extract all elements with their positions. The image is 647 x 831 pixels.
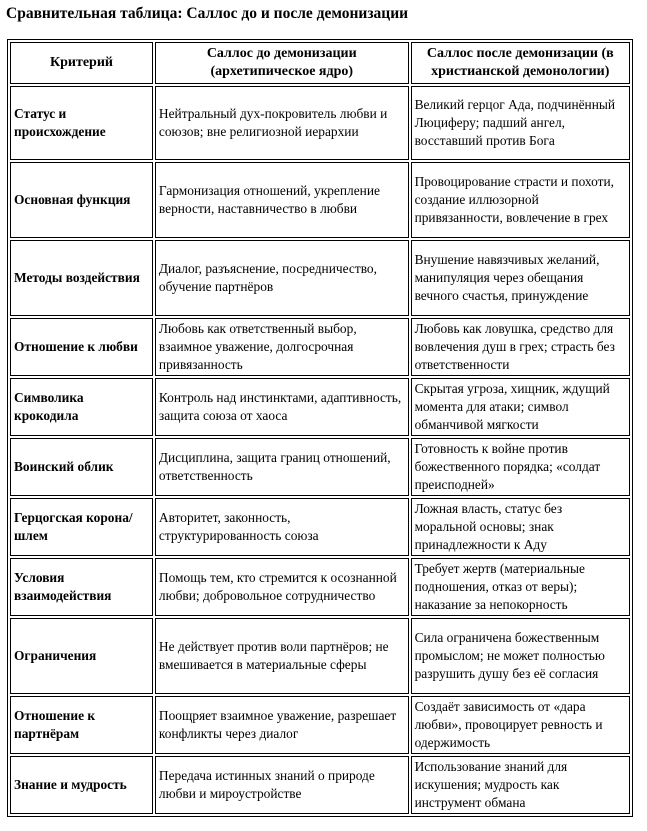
header-before-line1: Саллос до демонизации [206, 46, 357, 61]
row-before: Нейтральный дух-покровитель любви и союзов; вне религиозной иерархии [155, 86, 409, 160]
row-criterion: Герцогская корона/шлем [10, 498, 153, 556]
row-after: Внушение навязчивых желаний, манипуляция через обещания вечного счастья, принуждение [411, 240, 630, 316]
row-criterion: Методы воздействия [10, 240, 153, 316]
header-before-line2: (архетипическое ядро) [210, 64, 354, 79]
row-criterion: Символика крокодила [10, 378, 153, 436]
table-header-row [10, 42, 630, 84]
heading-text: Сравнительная таблица: Саллос до и после демонизации [6, 5, 409, 22]
table-row [10, 498, 630, 556]
header-after [411, 42, 630, 84]
row-after: Создаёт зависимость от «дара любви», провоцирует ревность и одержимость [411, 696, 630, 754]
row-before: Дисциплина, защита границ отношений, ответственность [155, 438, 409, 496]
row-criterion: Статус и происхождение [10, 86, 153, 160]
document-heading [0, 4, 645, 24]
row-criterion: Условия взаимодействия [10, 558, 153, 616]
row-after: Великий герцог Ада, подчинённый Люциферу; падший ангел, восставший против Бога [411, 86, 630, 160]
row-before: Контроль над инстинктами, адаптивность, защита союза от хаоса [155, 378, 409, 436]
row-before: Диалог, разъяснение, посредничество, обучение партнёров [155, 240, 409, 316]
table-row [10, 86, 630, 160]
row-criterion: Отношение к любви [10, 318, 153, 376]
header-after-line1: Саллос после демонизации (в [426, 46, 614, 61]
row-criterion: Основная функция [10, 162, 153, 238]
table-row [10, 558, 630, 616]
row-after: Сила ограничена божественным промыслом; не может полностью разрушить душу без её согласия [411, 618, 630, 694]
row-before: Помощь тем, кто стремится к осознанной любви; добровольное сотрудничество [155, 558, 409, 616]
row-after: Ложная власть, статус без моральной основы; знак принадлежности к Аду [411, 498, 630, 556]
header-after-line2: христианской демонологии) [431, 64, 610, 79]
row-after: Любовь как ловушка, средство для вовлечения душ в грех; страсть без ответственности [411, 318, 630, 376]
row-before: Гармонизация отношений, укрепление верности, наставничество в любви [155, 162, 409, 238]
row-criterion: Отношение к партнёрам [10, 696, 153, 754]
row-after: Скрытая угроза, хищник, ждущий момента для атаки; символ обманчивой мягкости [411, 378, 630, 436]
row-before: Не действует против воли партнёров; не вмешивается в материальные сферы [155, 618, 409, 694]
table-row [10, 618, 630, 694]
header-before [155, 42, 409, 84]
table-row [10, 318, 630, 376]
table-row [10, 756, 630, 814]
row-after: Готовность к войне против божественного порядка; «солдат преисподней» [411, 438, 630, 496]
table-row [10, 378, 630, 436]
row-before: Поощряет взаимное уважение, разрешает конфликты через диалог [155, 696, 409, 754]
table-body [10, 86, 630, 814]
table-row [10, 696, 630, 754]
row-before: Передача истинных знаний о природе любви и мироустройстве [155, 756, 409, 814]
row-before: Любовь как ответственный выбор, взаимное уважение, долгосрочная привязанность [155, 318, 409, 376]
comparison-table [7, 39, 633, 817]
table-row [10, 162, 630, 238]
row-before: Авторитет, законность, структурированность союза [155, 498, 409, 556]
row-criterion: Ограничения [10, 618, 153, 694]
row-after: Требует жертв (материальные подношения, отказ от веры); наказание за непокорность [411, 558, 630, 616]
table-row [10, 240, 630, 316]
row-criterion: Знание и мудрость [10, 756, 153, 814]
header-criterion: Критерий [10, 42, 153, 84]
table-row [10, 438, 630, 496]
row-after: Использование знаний для искушения; мудрость как инструмент обмана [411, 756, 630, 814]
row-after: Провоцирование страсти и похоти, создание иллюзорной привязанности, вовлечение в грех [411, 162, 630, 238]
row-criterion: Воинский облик [10, 438, 153, 496]
